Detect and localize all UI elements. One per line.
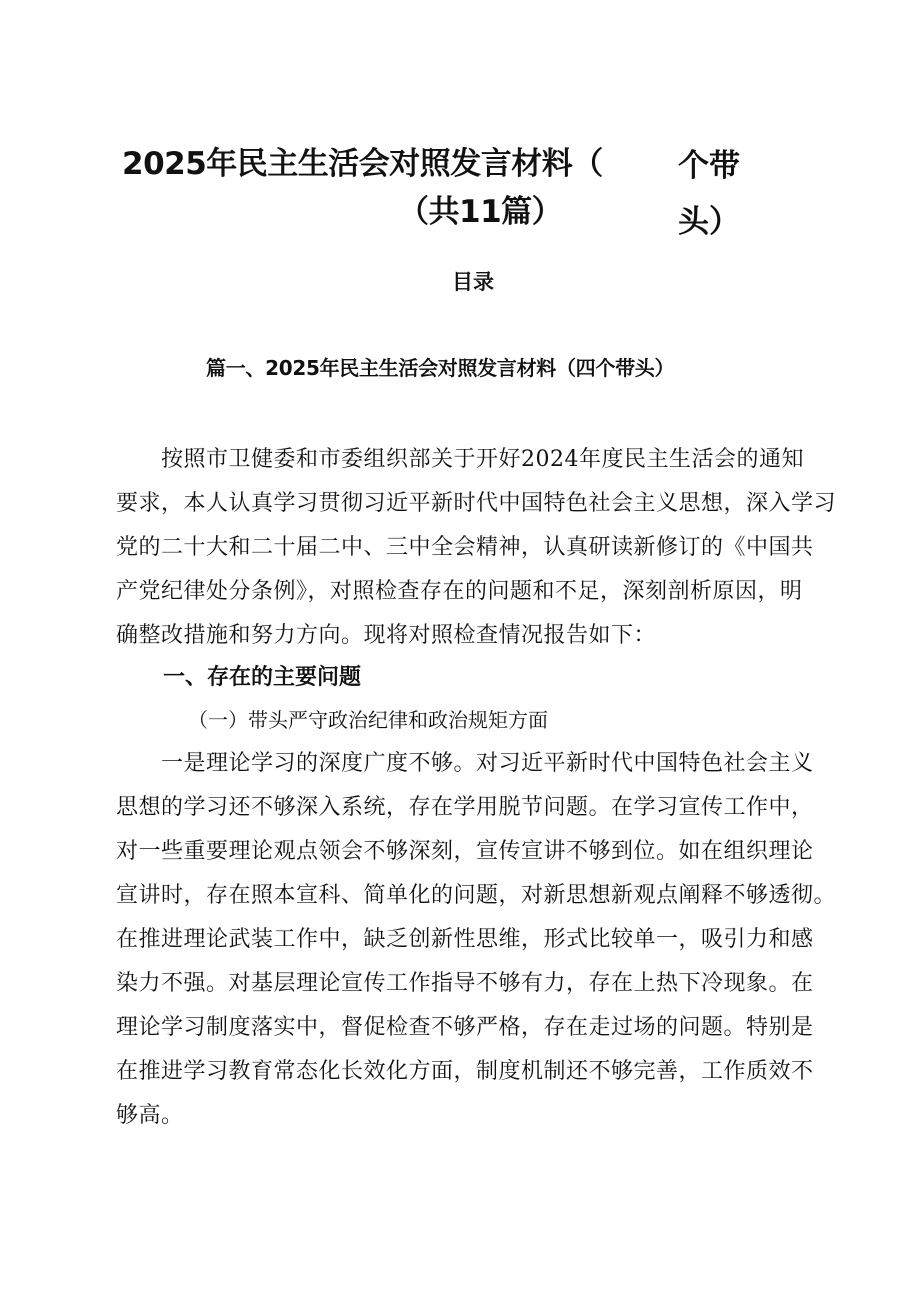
document-title: 2025年民主生活会对照发言材料（ xyxy=(122,146,603,182)
toc-heading: 目录 xyxy=(452,270,494,294)
section-heading: 一、存在的主要问题 xyxy=(163,665,362,690)
intro-paragraph: 按照市卫健委和市委组织部关于开好2024年度民主生活会的通知 要求，本人认真学习贯彻习近平新时代中国特色社会主义思想，深入学习 党的二十大和二十届二中、三中全会精神，认真研读新修订的《中国共 产党纪律处分条例》，对照检查存在的问题和不足，深刻剖析原因，明 确整改措施和努力方向。现将对照检查情况报告如下： xyxy=(116,447,837,648)
document-subtitle: （共11篇） xyxy=(398,194,563,230)
subsection-heading: （一）带头严守政治纪律和政治规矩方面 xyxy=(188,708,548,732)
body-paragraph: 一是理论学习的深度广度不够。对习近平新时代中国特色社会主义 思想的学习还不够深入系统，存在学用脱节问题。在学习宣传工作中， 对一些重要理论观点领会不够深刻，宣传宣讲不够到位。如在组织理论 宣讲时，存在照本宣科、简单化的问题，对新思想新观点阐释不够透彻。 在推进理论武装工作中，缺乏创新性思维，形式比较单一，吸引力和感 染力不强。对基层理论宣传工作指导不够有力，存在上热下冷现象。在 理论学习制度落实中，督促检查不够严格，存在走过场的问题。特别是 在推进学习教育常态化长效化方面，制度机制还不够完善，工作质效不 够高。 xyxy=(116,751,837,1128)
toc-item[interactable]: 篇一、2025年民主生活会对照发言材料（四个带头） xyxy=(206,356,675,380)
document-title-overflow-2: 头） xyxy=(678,204,740,240)
document-title-overflow-1: 个带 xyxy=(678,148,740,184)
